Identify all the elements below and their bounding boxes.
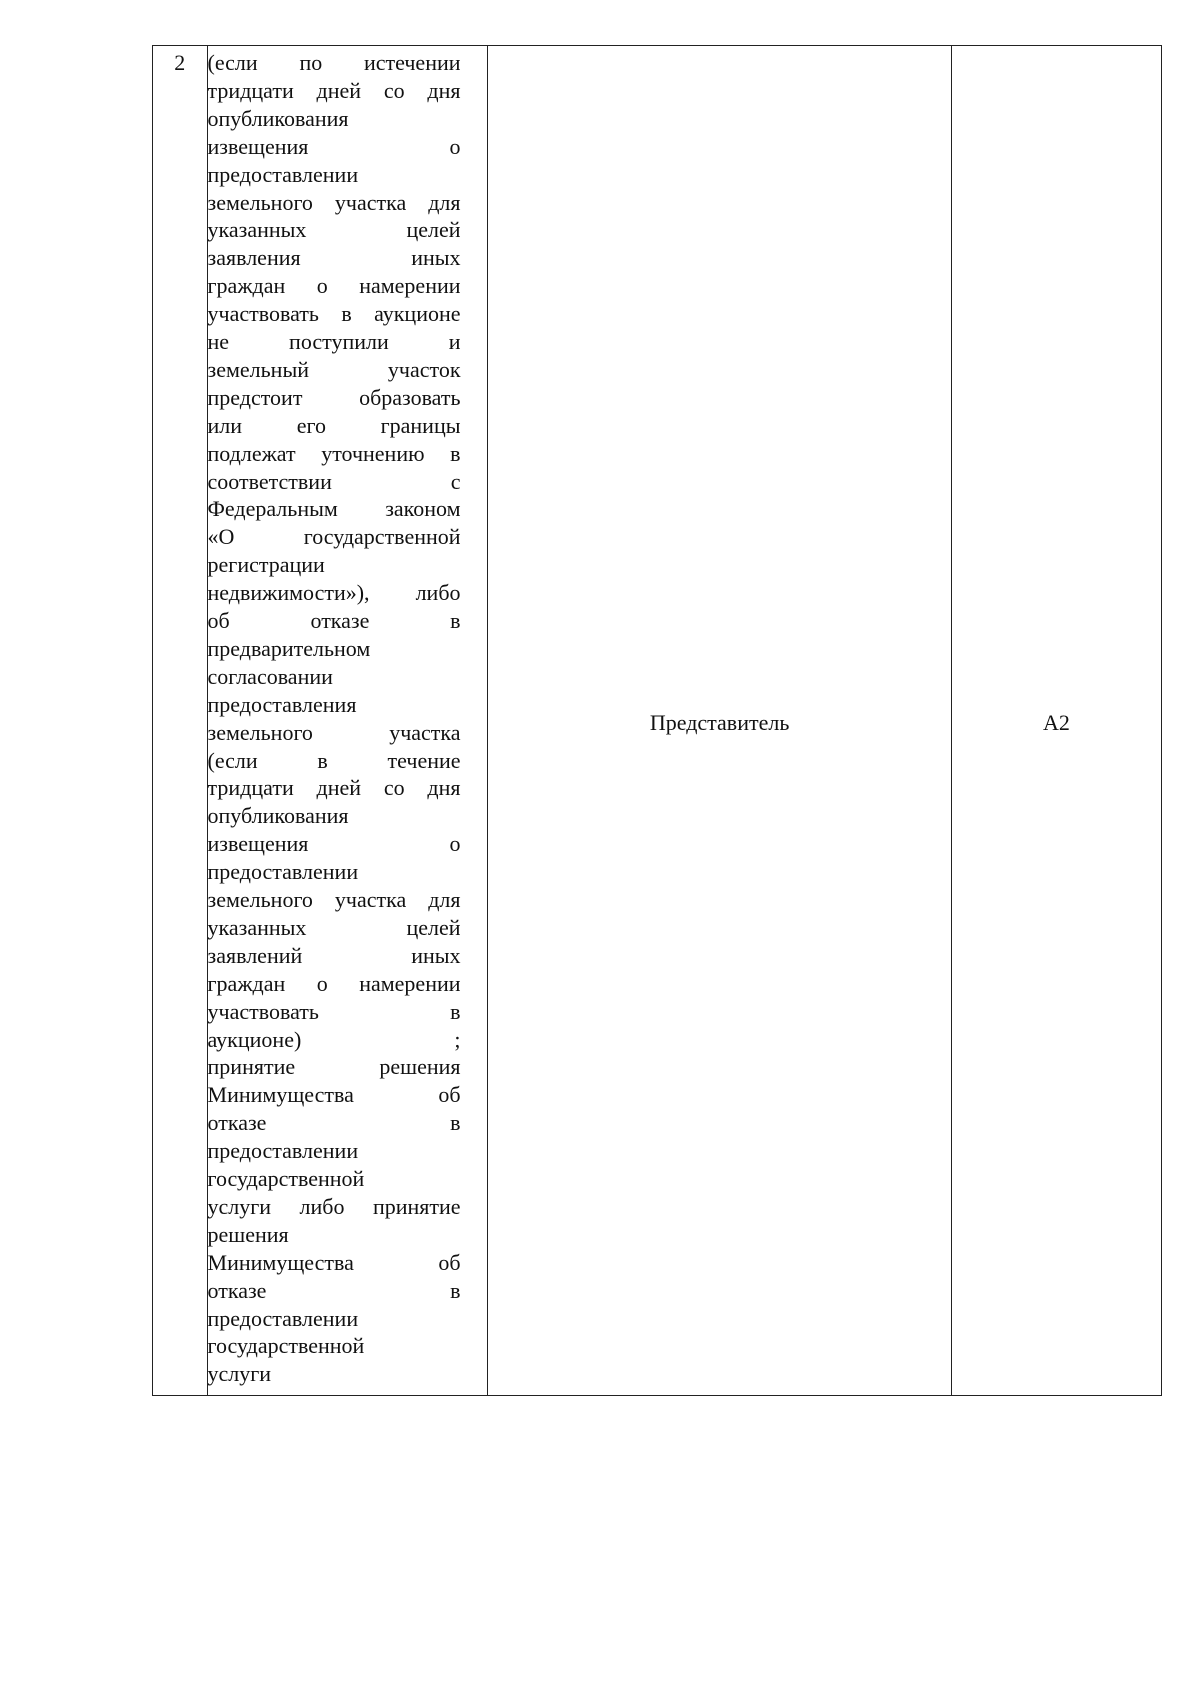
- description-line: заявления иных: [207, 245, 461, 271]
- code-cell: [951, 46, 1161, 1396]
- description-line: Минимущества об: [207, 1249, 461, 1275]
- description-line: соответствии с: [207, 468, 461, 494]
- description-line: указанных целей: [207, 914, 461, 940]
- applicant-cell: [488, 46, 952, 1396]
- document-table: [152, 45, 1162, 1396]
- description-line: подлежат уточнению в: [207, 440, 461, 466]
- description-line: земельный участок: [207, 356, 461, 382]
- description-line: или его границы: [207, 412, 461, 438]
- description-line: государственной: [207, 1333, 365, 1359]
- description-line: земельного участка: [207, 719, 461, 745]
- description-line: решения: [207, 1221, 289, 1247]
- table-row: [153, 46, 1162, 1396]
- description-line: предварительном: [207, 635, 371, 661]
- description-line: земельного участка для: [207, 189, 461, 215]
- description-line: Минимущества об: [207, 1082, 461, 1108]
- description-line: извещения о: [207, 133, 461, 159]
- description-line: услуги: [207, 1361, 272, 1387]
- description-line: (если по истечении: [207, 50, 461, 75]
- description-line: об отказе в: [207, 608, 461, 633]
- description-line: тридцати дней со дня: [207, 775, 461, 801]
- description-line: участвовать в: [207, 998, 461, 1024]
- description-line: услуги либо принятие: [207, 1193, 461, 1219]
- description-line: согласовании: [207, 663, 333, 689]
- description-line: принятие решения: [207, 1054, 461, 1080]
- description-line: (если в течение: [207, 747, 461, 773]
- description-line: опубликования: [207, 803, 349, 829]
- description-line: граждан о намерении: [207, 273, 461, 299]
- description-line: предоставлении: [207, 1138, 359, 1164]
- description-line: извещения о: [207, 831, 461, 857]
- description-line: указанных целей: [207, 217, 461, 243]
- description-line: предоставлении: [207, 161, 359, 187]
- applicant-code: А2: [1043, 710, 1070, 735]
- description-line: земельного участка для: [207, 887, 461, 912]
- description-line: недвижимости»), либо: [207, 580, 461, 606]
- description-line: отказе в: [207, 1110, 461, 1136]
- description-line: опубликования: [207, 105, 349, 131]
- description-line: «О государственной: [207, 524, 461, 550]
- description-line: заявлений иных: [207, 942, 461, 968]
- description-line: не поступили и: [207, 329, 461, 354]
- description-line: государственной: [207, 1166, 365, 1191]
- row-number: 2: [174, 50, 186, 75]
- description-line: аукционе) ;: [207, 1026, 461, 1052]
- description-line: предоставления: [207, 691, 357, 717]
- description-line: отказе в: [207, 1277, 461, 1303]
- description-text: [127, 46, 488, 1395]
- description-line: регистрации: [207, 552, 325, 578]
- description-line: предоставлении: [207, 1305, 359, 1331]
- applicant-type: Представитель: [649, 710, 790, 735]
- description-line: предоставлении: [207, 859, 359, 885]
- description-line: граждан о намерении: [207, 970, 461, 996]
- description-line: предстоит образовать: [207, 384, 461, 410]
- description-cell: [207, 46, 488, 1396]
- description-line: Федеральным законом: [207, 496, 461, 522]
- description-line: участвовать в аукционе: [207, 301, 461, 327]
- description-line: тридцати дней со дня: [207, 77, 461, 103]
